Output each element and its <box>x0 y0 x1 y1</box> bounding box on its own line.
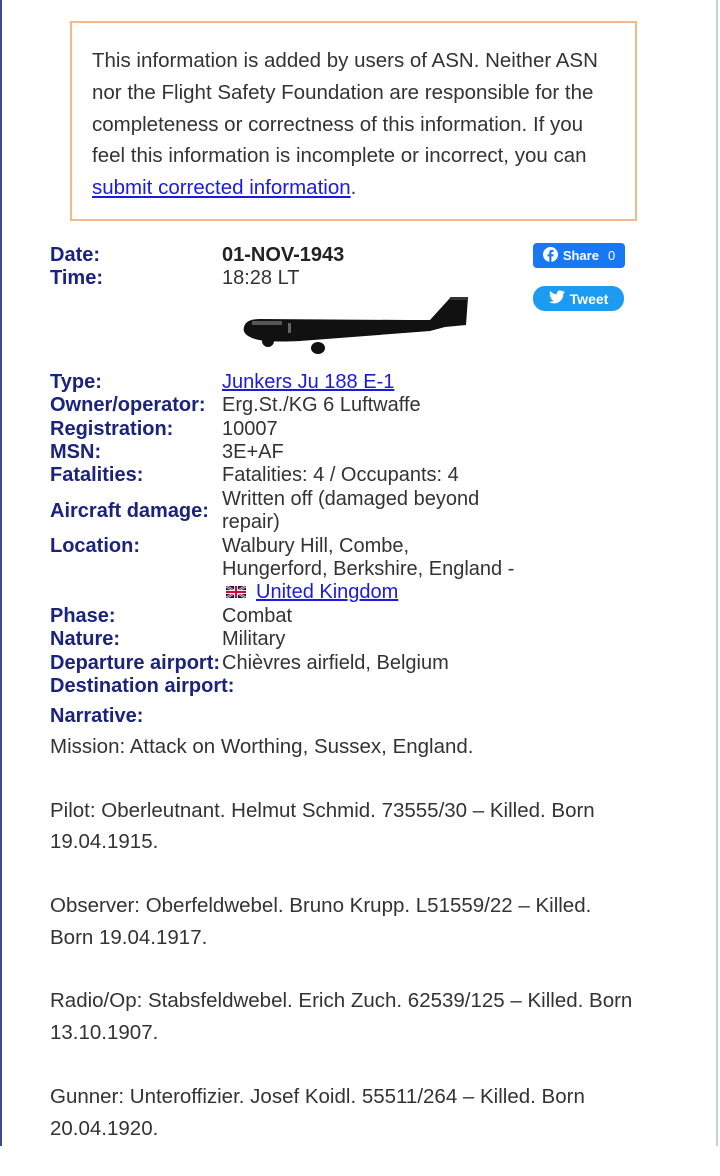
time-value: 18:28 LT <box>222 267 300 290</box>
phase-value: Combat <box>222 604 293 627</box>
facebook-share-label: Share <box>562 248 599 263</box>
location-row <box>50 535 520 605</box>
owner-value: Erg.St./KG 6 Luftwaffe <box>222 394 421 417</box>
owner-row <box>50 394 520 417</box>
date-row <box>50 244 520 267</box>
location-label: Location: <box>50 534 140 557</box>
fatalities-label: Fatalities: <box>50 464 144 487</box>
registration-label: Registration: <box>50 417 174 440</box>
aircraft-silhouette <box>240 293 470 362</box>
departure-label: Departure airport: <box>50 651 221 674</box>
msn-label: MSN: <box>50 441 102 464</box>
narrative-paragraph: Mission: Attack on Worthing, Sussex, England. <box>50 735 474 758</box>
aircraft-type-link[interactable]: Junkers Ju 188 E-1 <box>222 370 395 393</box>
damage-label: Aircraft damage: <box>50 499 209 522</box>
nature-label: Nature: <box>50 628 121 651</box>
owner-label: Owner/operator: <box>50 394 206 417</box>
facebook-icon <box>543 247 558 265</box>
damage-value: Written off (damaged beyond repair) <box>222 487 480 534</box>
departure-value: Chièvres airfield, Belgium <box>222 651 449 674</box>
narrative-paragraph: Observer: Oberfeldwebel. Bruno Krupp. L51559/22 – Killed. Born 19.04.1917. <box>50 893 592 949</box>
damage-row <box>50 488 520 535</box>
time-row <box>50 267 520 290</box>
type-row <box>50 371 520 394</box>
narrative-label: Narrative: <box>50 705 144 727</box>
narrative-paragraph: Pilot: Oberleutnant. Helmut Schmid. 73555/30 – Killed. Born 19.04.1915. <box>50 798 595 854</box>
nature-row <box>50 628 520 651</box>
type-label: Type: <box>50 370 102 393</box>
phase-row <box>50 605 520 628</box>
narrative-paragraph: Radio/Op: Stabsfeldwebel. Erich Zuch. 62539/125 – Killed. Born 13.10.1907. <box>50 989 633 1045</box>
facebook-share-button[interactable] <box>533 243 625 268</box>
msn-value: 3E+AF <box>222 441 284 464</box>
nature-value: Military <box>222 628 286 651</box>
location-value: Walbury Hill, Combe, Hungerford, Berkshire, England - <box>222 534 515 581</box>
date-value: 01-NOV-1943 <box>222 244 345 266</box>
phase-label: Phase: <box>50 604 116 627</box>
registration-value: 10007 <box>222 417 278 440</box>
destination-label: Destination airport: <box>50 675 235 698</box>
disclaimer-text: This information is added by users of ASN. Neither ASN nor the Flight Safety Foundation are responsible for the completeness or correctness of this information. If you feel this information is incomplete or incorrect, you can <box>92 49 598 168</box>
twitter-bird-icon <box>549 290 565 307</box>
narrative-text <box>50 731 640 1176</box>
date-label: Date: <box>50 244 101 266</box>
destination-value <box>234 675 520 698</box>
tweet-button[interactable] <box>533 286 624 311</box>
msn-row <box>50 441 520 464</box>
uk-flag-icon <box>226 581 246 604</box>
tweet-label: Tweet <box>569 290 609 307</box>
time-label: Time: <box>50 267 103 290</box>
disclaimer-box <box>70 21 637 221</box>
submit-corrected-info-link[interactable]: submit corrected information <box>92 176 351 200</box>
disclaimer-end: . <box>350 176 357 200</box>
destination-row <box>50 675 520 698</box>
narrative-paragraph: Gunner: Unteroffizier. Josef Koidl. 55511/264 – Killed. Born 20.04.1920. <box>50 1084 585 1140</box>
country-link[interactable]: United Kingdom <box>256 581 399 604</box>
facebook-share-count: 0 <box>607 248 616 263</box>
registration-row <box>50 418 520 441</box>
fatalities-value: Fatalities: 4 / Occupants: 4 <box>222 464 459 487</box>
departure-row <box>50 652 520 675</box>
fatalities-row <box>50 464 520 487</box>
